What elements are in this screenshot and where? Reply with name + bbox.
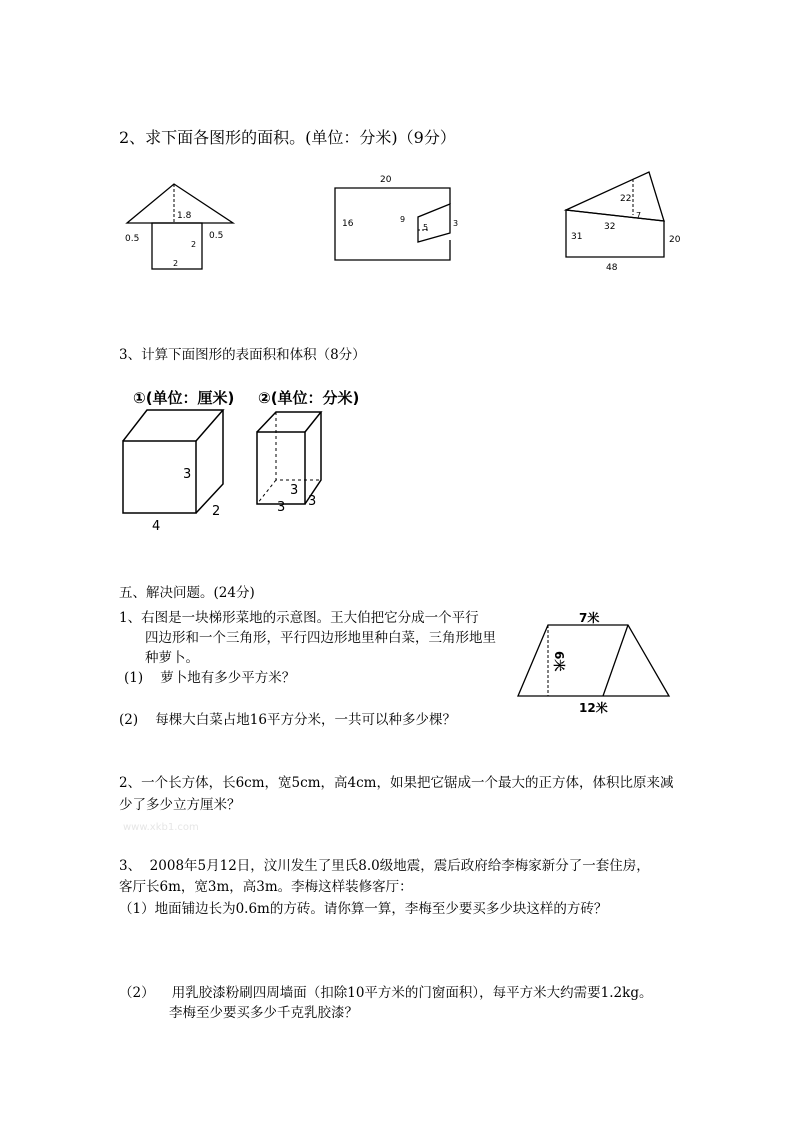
- label-small: 7: [636, 211, 642, 220]
- q3-line1: 3、 2008年5月12日，汶川发生了里氏8.0级地震，震后政府给李梅家新分了一套住房，: [119, 858, 650, 874]
- q3-sub2b: 李梅至少要买多少千克乳胶漆？: [169, 1005, 358, 1021]
- label-square-side: 2: [191, 240, 197, 249]
- q1-line2: 四边形和一个三角形，平行四边形地里种白菜，三角形地里: [145, 630, 496, 646]
- cuboid-top-face: [123, 410, 223, 441]
- q3-line2: 客厅长6m，宽3m，高3m。李梅这样装修客厅：: [119, 879, 413, 895]
- figure-rectangle-notch: [334, 170, 464, 265]
- label-h: 3: [290, 483, 299, 498]
- section2-title: 2、求下面各图形的面积。(单位：分米)（9分）: [119, 128, 456, 147]
- label-depth: 2: [212, 504, 221, 519]
- label-height: 6米: [552, 651, 566, 672]
- label-left: 31: [571, 232, 583, 242]
- q3-sub2a: （2） 用乳胶漆粉刷四周墙面（扣除10平方米的门窗面积），每平方米大约需要1.2kg。: [119, 985, 653, 1001]
- label-d: 3: [308, 494, 317, 509]
- cuboid-top-face: [257, 412, 321, 432]
- shape2-unit-label: ②(单位：分米): [258, 389, 360, 407]
- q1-sub2: (2) 每棵大白菜占地16平方分米，一共可以种多少棵？: [119, 712, 456, 728]
- trapezoid-shape: [518, 625, 669, 696]
- label-height: 1.8: [177, 211, 192, 221]
- label-left: 16: [342, 219, 354, 229]
- label-top: 20: [380, 175, 392, 185]
- shape1-unit-label: ①(单位：厘米): [133, 389, 235, 407]
- figure-triangle-square: [120, 175, 240, 275]
- cuboid-2: [250, 408, 330, 518]
- label-notch-depth: 5: [423, 223, 429, 232]
- label-overhang-right: 0.5: [209, 231, 224, 241]
- figure-rectangle-triangle: [560, 168, 690, 278]
- section5-title: 五、解决问题。(24分): [119, 585, 255, 601]
- label-length: 4: [152, 519, 161, 534]
- cuboid-side-face: [305, 412, 321, 504]
- hidden-edge-depth: [257, 480, 276, 504]
- hidden-edges: [276, 412, 321, 480]
- section3-title: 3、计算下面图形的表面积和体积（8分）: [119, 347, 366, 363]
- label-diag: 32: [604, 222, 616, 232]
- label-square-base: 2: [173, 259, 179, 268]
- trapezoid-figure: [515, 606, 675, 714]
- q1-line1: 1、右图是一块梯形菜地的示意图。王大伯把它分成一个平行: [119, 610, 479, 626]
- label-slant: 22: [620, 194, 632, 204]
- watermark-text: www.xkb1.com: [123, 822, 199, 833]
- label-notch-height: 9: [400, 215, 406, 224]
- cuboid-1: [120, 408, 230, 533]
- label-bottom: 48: [606, 263, 618, 273]
- q3-sub1: （1）地面铺边长为0.6m的方砖。请你算一算，李梅至少要买多少块这样的方砖？: [119, 901, 608, 917]
- label-overhang-left: 0.5: [125, 234, 140, 244]
- q1-sub1: (1) 萝卜地有多少平方米？: [124, 670, 296, 686]
- q2-line2: 少了多少立方厘米？: [119, 797, 241, 813]
- label-w: 3: [277, 500, 286, 515]
- label-height: 3: [183, 467, 192, 482]
- label-right: 20: [669, 235, 681, 245]
- q1-line3: 种萝卜。: [145, 650, 199, 666]
- label-notch-right: 3: [453, 219, 459, 228]
- divider-line: [603, 625, 628, 696]
- label-bottom: 12米: [579, 701, 608, 715]
- q2-line1: 2、一个长方体，长6cm，宽5cm，高4cm，如果把它锯成一个最大的正方体，体积比原来减: [119, 775, 674, 791]
- label-top: 7米: [579, 611, 600, 625]
- triangle-shape: [566, 172, 664, 221]
